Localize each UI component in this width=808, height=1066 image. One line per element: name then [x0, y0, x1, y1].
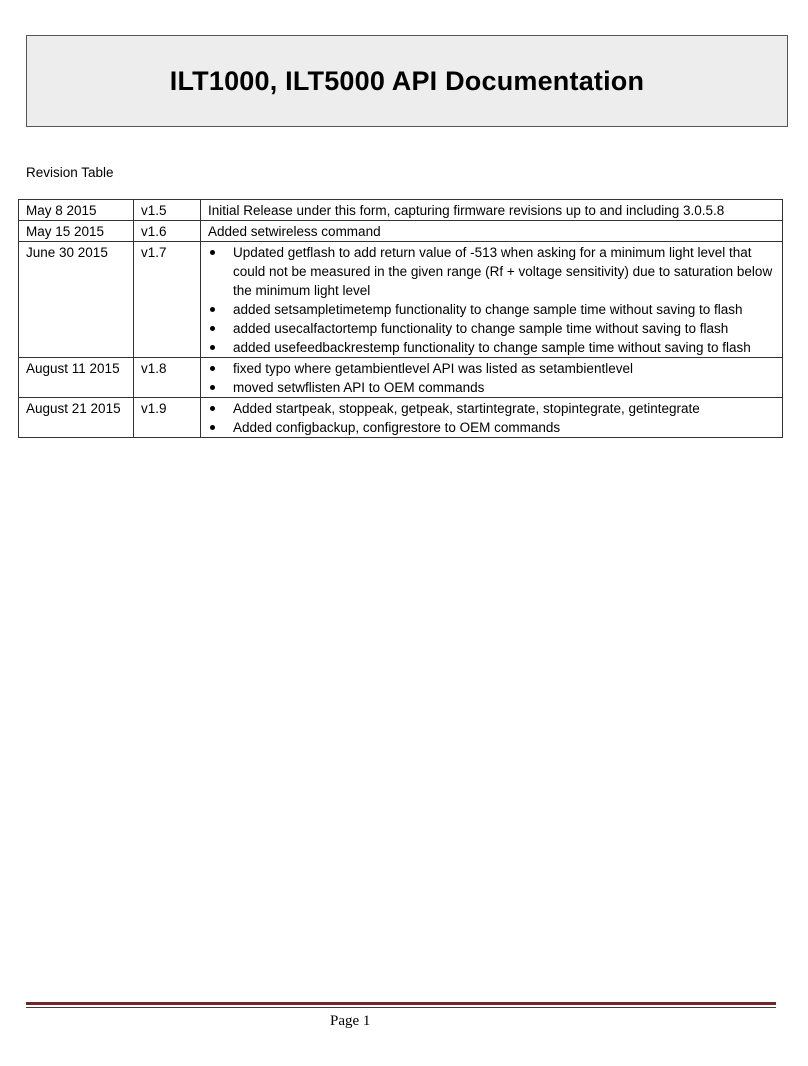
change-text: added usecalfactortemp functionality to change sample time without saving to flash [233, 321, 729, 336]
revision-description [201, 242, 783, 358]
revision-version: v1.6 [134, 221, 201, 242]
revision-table [18, 199, 783, 438]
change-text: Added configbackup, configrestore to OEM commands [233, 420, 561, 435]
footer-rule-thin [26, 1007, 776, 1008]
revision-description: Added setwireless command [201, 221, 783, 242]
revision-description [201, 398, 783, 438]
revision-version: v1.9 [134, 398, 201, 438]
bullet-icon [210, 250, 215, 255]
bullet-icon [210, 425, 215, 430]
revision-date: August 21 2015 [19, 398, 134, 438]
table-row [19, 200, 783, 221]
revision-version: v1.8 [134, 358, 201, 398]
page-number: Page 1 [330, 1013, 371, 1029]
change-list [208, 243, 775, 357]
list-item [208, 418, 775, 437]
change-text: fixed typo where getambientlevel API was listed as setambientlevel [233, 361, 633, 376]
table-row [19, 358, 783, 398]
table-row [19, 398, 783, 438]
bullet-icon [210, 406, 215, 411]
list-item [208, 399, 775, 418]
revision-description [201, 358, 783, 398]
revision-table-body [19, 200, 783, 438]
revision-date: August 11 2015 [19, 358, 134, 398]
revision-date: May 8 2015 [19, 200, 134, 221]
revision-version: v1.5 [134, 200, 201, 221]
list-item [208, 359, 775, 378]
list-item [208, 319, 775, 338]
document-title: ILT1000, ILT5000 API Documentation [169, 65, 645, 96]
change-list [208, 359, 775, 397]
revision-date: June 30 2015 [19, 242, 134, 358]
revision-date: May 15 2015 [19, 221, 134, 242]
change-text: added setsampletimetemp functionality to change sample time without saving to flash [233, 302, 743, 317]
bullet-icon [210, 307, 215, 312]
revision-version: v1.7 [134, 242, 201, 358]
bullet-icon [210, 345, 215, 350]
list-item [208, 378, 775, 397]
table-row [19, 221, 783, 242]
bullet-icon [210, 385, 215, 390]
change-text: Updated getflash to add return value of -513 when asking for a minimum light level that could not be measured in the given range (Rf + voltage sensitivity) due to saturation below the minimum light level [233, 245, 773, 298]
list-item [208, 300, 775, 319]
change-text: moved setwflisten API to OEM commands [233, 380, 485, 395]
bullet-icon [210, 326, 215, 331]
revision-table-label: Revision Table [26, 165, 114, 180]
change-text: added usefeedbackrestemp functionality to change sample time without saving to flash [233, 340, 751, 355]
change-text: Added startpeak, stoppeak, getpeak, startintegrate, stopintegrate, getintegrate [233, 401, 700, 416]
title-box [26, 35, 788, 127]
change-list [208, 399, 775, 437]
table-row [19, 242, 783, 358]
list-item [208, 243, 775, 300]
footer-rule-thick [26, 1002, 776, 1005]
list-item [208, 338, 775, 357]
bullet-icon [210, 366, 215, 371]
revision-description: Initial Release under this form, capturing firmware revisions up to and including 3.0.5.8 [201, 200, 783, 221]
